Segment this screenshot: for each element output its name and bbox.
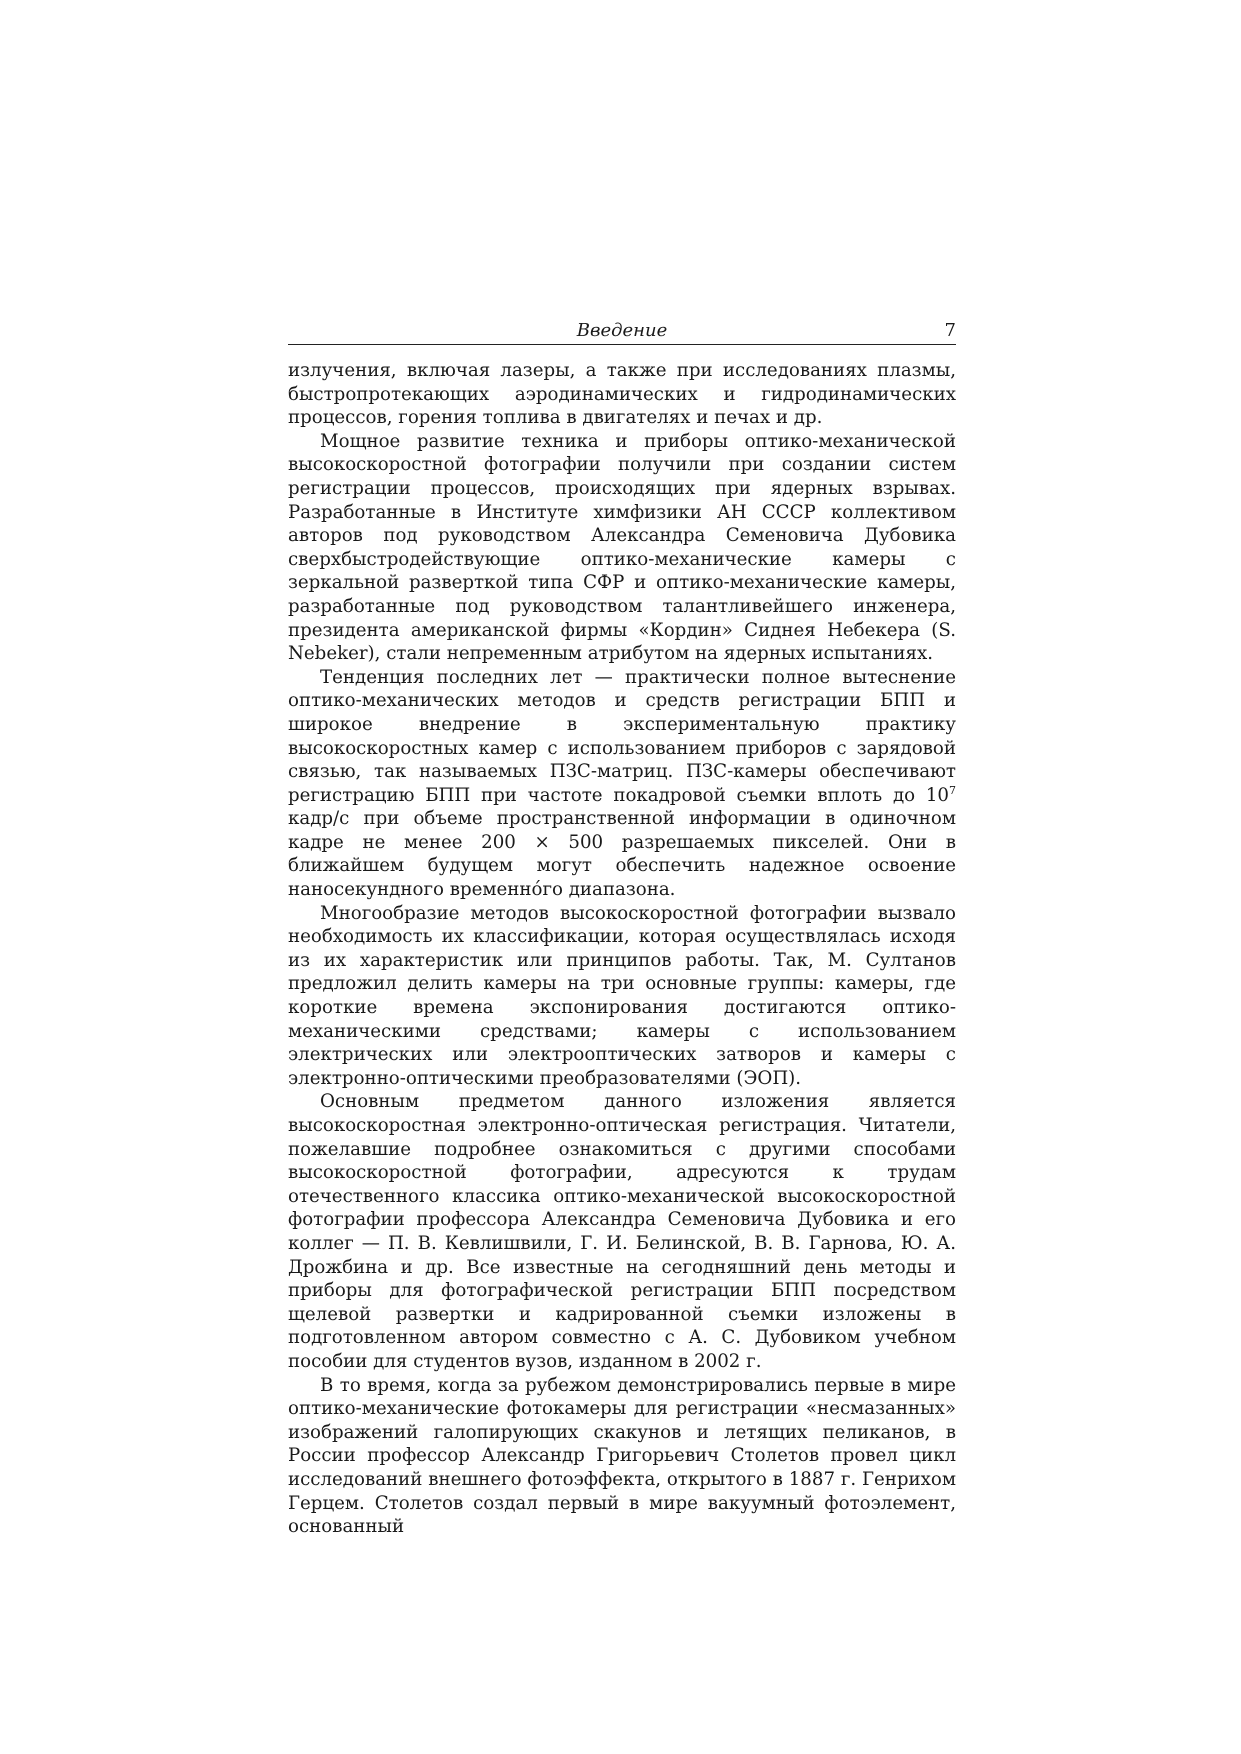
paragraph-subject: Основным предметом данного изложения является высокоскоростная электронно-оптическая регистрация. Читатели, пожелавшие подробнее ознакомиться с другими способами высокоскоростной фотографии, адресуются к трудам отечественного классика оптико-механической высокоскоростной фотографии профессора Александра Семеновича Дубовика и его коллег — П. В. Кевлишвили, Г. И. Белинской, В. В. Гарнова, Ю. А. Дрожбина и др. Все известные на сегодняшний день методы и приборы для фотографической регистрации БПП посредством щелевой развертки и кадрированной съемки изложены в подготовленном автором совместно с А. С. Дубовиком учебном пособии для студентов вузов, изданном в 2002 г. (288, 1091, 956, 1372)
page-number: 7 (944, 320, 956, 341)
running-title: Введение (576, 320, 668, 341)
paragraph-continued: излучения, включая лазеры, а также при исследованиях плазмы, быстропротекающих аэродинамических и гидродинамических процессов, горения топлива в двигателях и печах и др. (288, 360, 956, 429)
running-head (288, 320, 956, 345)
book-page (288, 320, 956, 1539)
paragraph-stoletov: В то время, когда за рубежом демонстрировались первые в мире оптико-механические фотокамеры для регистрации «несмазанных» изображений галопирующих скакунов и летящих пеликанов, в России профессор Александр Григорьевич Столетов провел цикл исследований внешнего фотоэффекта, открытого в 1887 г. Генрихом Герцем. Столетов создал первый в мире вакуумный фотоэлемент, основанный (288, 1374, 956, 1538)
paragraph-ccd-trend (288, 666, 956, 902)
body-text (288, 359, 956, 1539)
paragraph-ccd-text-b: кадр/с при объеме пространственной информации в одиночном кадре не менее 200 × 500 разрешаемых пикселей. Они в ближайшем будущем могут обеспечить надежное освоение наносекундного временно́го диапазона. (288, 808, 956, 901)
paragraph-classification: Многообразие методов высокоскоростной фотографии вызвало необходимость их классификации, которая осуществлялась исходя из их характеристик или принципов работы. Так, М. Султанов предложил делить камеры на три основные группы: камеры, где короткие времена экспонирования достигаются оптико-механическими средствами; камеры с использованием электрических или электрооптических затворов и камеры с электронно-оптическими преобразователями (ЭОП). (288, 902, 956, 1089)
exponent: 7 (949, 783, 956, 797)
paragraph-ccd-text-a: Тенденция последних лет — практически полное вытеснение оптико-механических методов и средств регистрации БПП и широкое внедрение в экспериментальную практику высокоскоростных камер с использованием приборов с зарядовой связью, так называемых ПЗС-матриц. ПЗС-камеры обеспечивают регистрацию БПП при частоте покадровой съемки вплоть до 10 (288, 666, 956, 806)
paragraph-nuclear-cameras: Мощное развитие техника и приборы оптико-механической высокоскоростной фотографии получили при создании систем регистрации процессов, происходящих при ядерных взрывах. Разработанные в Институте химфизики АН СССР коллективом авторов под руководством Александра Семеновича Дубовика сверхбыстродействующие оптико-механические камеры с зеркальной разверткой типа СФР и оптико-механические камеры, разработанные под руководством талантливейшего инженера, президента американской фирмы «Кордин» Сиднея Небекера (S. Nebeker), стали непременным атрибутом на ядерных испытаниях. (288, 430, 956, 665)
